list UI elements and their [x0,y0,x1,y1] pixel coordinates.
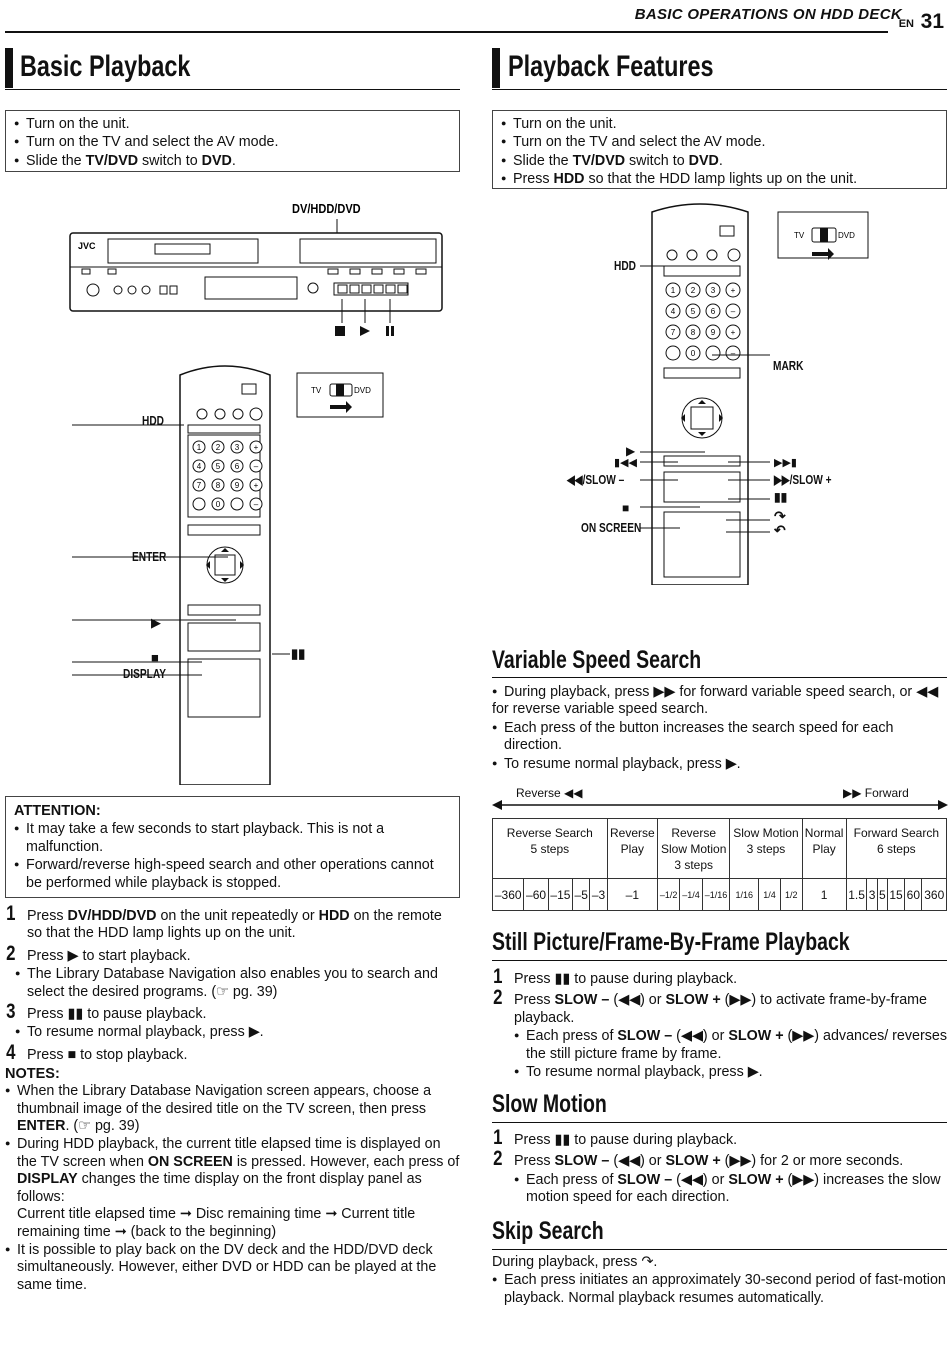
keypad-label: 0 [690,349,696,358]
left-prep-box [5,110,460,172]
keypad-label: 8 [215,481,221,490]
still-step-1: 1 Press ▮▮ to pause during playback. [493,965,738,988]
keypad-label: 5 [690,307,696,316]
keypad-label: 3 [234,443,240,452]
still-title: Still Picture/Frame-By-Frame Playback [492,928,850,956]
step-2: 2 Press ▶ to start playback. [6,941,191,965]
pause-icon [386,326,389,336]
speed-value: –1/2 [658,879,680,911]
keypad-button [666,346,680,360]
speed-value: –1 [607,879,657,911]
step-1: 1 Press DV/HDD/DVD on the unit repeatedly or HDD on the remote so that the HDD lamp lights up on the unit. [6,902,442,942]
skip-intro: During playback, press ↷. [492,1254,658,1270]
title-bar-right [492,48,500,88]
keypad-label: 9 [710,328,716,337]
right-prep-box [492,110,947,189]
keypad-button [231,498,243,510]
header-rule [5,31,888,33]
keypad-label: 7 [196,481,202,490]
notes-title: NOTES: [5,1066,60,1083]
note-1: ● When the Library Database Navigation screen appears, choose a thumbnail image of the desired title on the TV screen, then press ENTER. (☞ pg. 39) [5,1082,460,1135]
keypad-label: 8 [690,328,696,337]
keypad-label: 2 [215,443,221,452]
slow-title: Slow Motion [492,1090,607,1118]
keypad-label: – [253,500,259,509]
hdd-label-right: HDD [614,258,636,273]
keypad-label: 3 [710,286,716,295]
vss-title: Variable Speed Search [492,646,702,674]
speed-value: 5 [877,879,887,911]
speed-group-header: Forward Search 6 steps [846,819,946,879]
speed-value: 1 [802,879,846,911]
skip-back-label: ▮◀◀ [614,457,637,469]
speed-axis-arrow [492,798,948,812]
speed-value: 60 [905,879,922,911]
instant-replay-icon: ↶ [774,522,786,538]
title-rule [5,89,460,90]
vss-intro: ● During playback, press ▶▶ for forward variable speed search, or ◀◀ for reverse variable speed search. [492,683,947,719]
dvhdddvd-label: DV/HDD/DVD [292,201,361,217]
speed-value: –1/16 [702,879,730,911]
pause-label-left: ▮▮ [291,646,306,661]
left-title: Basic Playback [20,50,191,83]
keypad-button [193,498,205,510]
attention-item: ● Forward/reverse high-speed search and other operations cannot be performed while playback is stopped. [14,856,451,892]
page-number: 31 [920,10,944,33]
note-2: ● During HDD playback, the current title elapsed time is displayed on the TV screen when ON SCREEN is pressed. However, each press of DISPLAY changes the time display on the front display panel as follows: Current title elapsed time ➞ Disc remaining time ➞ Current title remaining time ➞ (back to the beginning) [5,1135,460,1240]
vss-body [492,683,947,773]
prep-item: ● Turn on the TV and select the AV mode. [14,133,451,151]
prep-item: ● Slide the TV/DVD switch to DVD. [501,152,938,170]
right-title: Playback Features [508,50,714,83]
speed-value: 1/2 [780,879,802,911]
speed-value: –360 [493,879,524,911]
tv-switch-label: TV [311,386,322,395]
skip-search-icon: ↷ [774,508,786,524]
speed-value: –1/4 [680,879,702,911]
keypad-label: – [253,462,259,471]
vss-list [492,719,947,773]
skip-list [492,1271,947,1307]
onscreen-label: ON SCREEN [581,520,642,535]
section-header: BASIC OPERATIONS ON HDD DECK [634,6,902,23]
step-4: 4 Press ■ to stop playback. [6,1040,188,1064]
keypad-label: 0 [215,500,221,509]
speed-value: 1.5 [846,879,867,911]
vss-rule [492,677,947,678]
skip-item: ● Each press initiates an approximately 30-second period of fast-motion playback. Normal playback resumes automatically. [492,1271,947,1307]
stop-icon [335,326,345,336]
speed-value: 3 [867,879,877,911]
skip-title: Skip Search [492,1217,604,1245]
still-note: ● Each press of SLOW – (◀◀) or SLOW + (▶▶) advances/ reverses the still picture frame by frame. [492,1027,947,1063]
stop-label-right: ■ [622,501,630,515]
dvd-switch-label: DVD [354,386,371,395]
skip-body [492,1254,947,1307]
slow-plus-label: ▶▶/SLOW + [774,472,832,487]
prep-item: ● Press HDD so that the HDD lamp lights up on the unit. [501,170,938,188]
speed-table [492,818,947,911]
keypad-label: 4 [196,462,202,471]
keypad-label: 7 [670,328,676,337]
speed-value: 1/4 [759,879,781,911]
slow-step-2: 2 Press SLOW – (◀◀) or SLOW + (▶▶) for 2 or more seconds. [493,1147,904,1171]
display-label: DISPLAY [123,666,167,681]
mark-label: MARK [773,358,804,373]
speed-value: –60 [524,879,548,911]
prep-item: ● Slide the TV/DVD switch to DVD. [14,152,451,170]
keypad-label: 1 [670,286,676,295]
reverse-label: Reverse ◀◀ [516,786,583,800]
forward-label: ▶▶ Forward [843,786,909,800]
keypad-label: 9 [234,481,240,490]
hdd-deck-unit [70,233,442,311]
play-icon [360,326,370,336]
attention-title: ATTENTION: [14,803,101,819]
keypad-label: 2 [690,286,696,295]
title-rule-right [492,89,947,90]
step-2-note: ● The Library Database Navigation also enables you to search and select the desired programs. (☞ pg. 39) [5,965,460,1001]
speed-value: 15 [887,879,904,911]
slow-note: ● Each press of SLOW – (◀◀) or SLOW + (▶▶) increases the slow motion speed for each direction. [492,1171,947,1207]
speed-group-header: Reverse Slow Motion 3 steps [658,819,730,879]
speed-value: 360 [922,879,947,911]
attention-item: ● It may take a few seconds to start playback. This is not a malfunction. [14,820,451,856]
prep-item: ● Turn on the unit. [501,115,938,133]
keypad-label: + [730,286,736,295]
still-body [492,965,947,1081]
slow-rule [492,1122,947,1123]
keypad-label: + [253,481,259,490]
speed-value: –5 [573,879,590,911]
keypad-label: + [253,443,259,452]
keypad-label: 5 [215,462,221,471]
attention-box [5,796,460,898]
language-tag: EN [898,18,914,30]
keypad-label: + [730,328,736,337]
skip-rule [492,1249,947,1250]
speed-group-header: Reverse Search 5 steps [493,819,608,879]
keypad-label: – [730,349,736,358]
title-bar [5,48,13,88]
speed-group-header: Reverse Play [607,819,657,879]
vss-item: ● Each press of the button increases the search speed for each direction. [492,719,947,755]
still-step-2: 2 Press SLOW – (◀◀) or SLOW + (▶▶) to activate frame-by-frame playback. [493,986,928,1026]
tv-switch-label-right: TV [794,231,805,240]
keypad-label: 6 [710,307,716,316]
keypad-label: 6 [234,462,240,471]
still-notes [492,1027,947,1081]
still-rule [492,960,947,961]
skip-fwd-label: ▶▶▮ [774,457,797,469]
dvd-switch-label-right: DVD [838,231,855,240]
slow-minus-label: ◀◀/SLOW – [567,472,625,487]
left-steps [5,902,460,1294]
left-diagram [60,195,460,785]
stop-label-left: ■ [151,650,159,665]
speed-value: –15 [548,879,572,911]
keypad-label: 4 [670,307,676,316]
step-3-note: ● To resume normal playback, press ▶. [5,1023,460,1041]
hdd-label-left: HDD [142,413,164,428]
step-3: 3 Press ▮▮ to pause playback. [6,1000,207,1024]
play-label-right: ▶ [626,444,636,458]
slow-step-1: 1 Press ▮▮ to pause during playback. [493,1126,738,1149]
pause-label-right: ▮▮ [774,490,788,504]
left-prep-list [14,115,451,170]
slow-body [492,1126,947,1207]
vss-item: ● To resume normal playback, press ▶. [492,755,947,773]
keypad-button [706,346,720,360]
attention-list [14,820,451,892]
brand-logo: JVC [78,241,96,251]
speed-value: 1/16 [730,879,759,911]
keypad-label: – [730,307,736,316]
speed-group-header: Slow Motion 3 steps [730,819,802,879]
speed-group-header: Normal Play [802,819,846,879]
note-3: ● It is possible to play back on the DV deck and the HDD/DVD deck simultaneously. However, either DVD or HDD can be played at the same time. [5,1241,460,1294]
play-label-left: ▶ [151,615,161,630]
enter-label: ENTER [132,549,167,564]
slow-notes [492,1171,947,1207]
right-prep-list [501,115,938,189]
prep-item: ● Turn on the TV and select the AV mode. [501,133,938,151]
keypad-label: 1 [196,443,202,452]
time-display-cycle: Current title elapsed time ➞ Disc remaining time ➞ Current title remaining time ➞ (back to the beginning) [17,1206,416,1240]
speed-value: –3 [590,879,607,911]
prep-item: ● Turn on the unit. [14,115,451,133]
still-note: ● To resume normal playback, press ▶. [492,1063,947,1081]
